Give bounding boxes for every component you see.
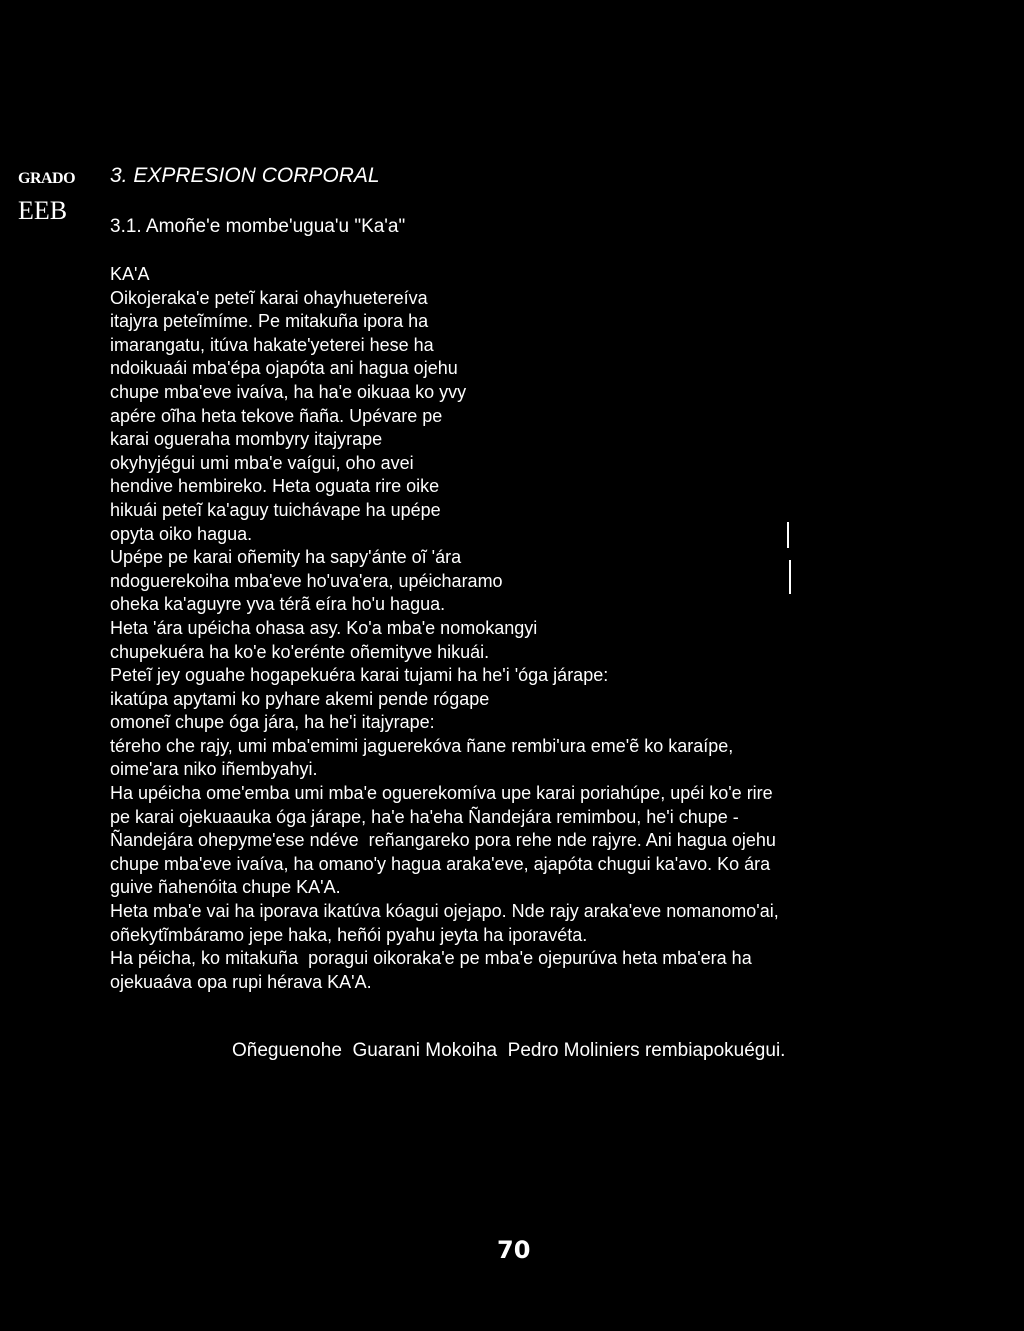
- section-title: 3. EXPRESION CORPORAL: [110, 164, 380, 187]
- text-line: Ñandejára ohepyme'ese ndéve reñangareko pora rehe nde rajyre. Ani hagua ojehu: [110, 830, 776, 851]
- text-line: Peteĩ jey oguahe hogapekuéra karai tujami ha he'i 'óga járape:: [110, 665, 609, 686]
- text-line: chupe mba'eve ivaíva, ha ha'e oikuaa ko yvy: [110, 381, 467, 402]
- story-text: [110, 263, 779, 994]
- text-line: ikatúpa apytami ko pyhare akemi pende rógape: [110, 688, 490, 709]
- text-line: oñekytĩmbáramo jepe haka, heñói pyahu jeyta ha iporavéta.: [110, 924, 588, 945]
- text-line: guive ñahenóita chupe KA'A.: [110, 877, 341, 898]
- source-credit: Oñeguenohe Guarani Mokoiha Pedro Moliniers rembiapokuégui.: [232, 1040, 786, 1061]
- grade-label: GRADO: [18, 170, 76, 187]
- text-line: Ha upéicha ome'emba umi mba'e oguerekomíva upe karai poriahúpe, upéi ko'e rire: [110, 783, 773, 804]
- text-line: chupe mba'eve ivaíva, ha omano'y hagua araka'eve, ajapóta chugui ka'avo. Ko ára: [110, 853, 771, 874]
- text-line: karai ogueraha mombyry itajyrape: [110, 429, 383, 450]
- text-line: Ha péicha, ko mitakuña poragui oikoraka'e pe mba'e ojepurúva heta mba'era ha: [110, 948, 752, 969]
- grade-level: EEB: [18, 196, 68, 225]
- text-line: Heta 'ára upéicha ohasa asy. Ko'a mba'e nomokangyi: [110, 617, 538, 638]
- text-line: apére oĩha heta tekove ñaña. Upévare pe: [110, 405, 443, 426]
- text-line: imarangatu, itúva hakate'yeterei hese ha: [110, 334, 434, 355]
- text-line: Upépe pe karai oñemity ha sapy'ánte oĩ 'ára: [110, 547, 462, 568]
- text-line: téreho che rajy, umi mba'emimi jaguerekóva ñane rembi'ura eme'ẽ ko karaípe,: [110, 735, 734, 756]
- text-line: hikuái peteĩ ka'aguy tuichávape ha upépe: [110, 499, 441, 520]
- text-line: hendive hembireko. Heta oguata rire oike: [110, 476, 440, 497]
- text-line: oime'ara niko iñembyahyi.: [110, 759, 318, 780]
- text-line: pe karai ojekuaauka óga járape, ha'e ha'eha Ñandejára remimbou, he'i chupe -: [110, 806, 739, 827]
- text-line: Heta mba'e vai ha iporava ikatúva kóagui ojejapo. Nde rajy araka'eve nomanomo'ai,: [110, 901, 779, 922]
- text-line: ojekuaáva opa rupi hérava KA'A.: [110, 971, 372, 992]
- text-line: itajyra peteĩmíme. Pe mitakuña ipora ha: [110, 311, 429, 332]
- story-title: KA'A: [110, 264, 150, 284]
- text-line: omoneĩ chupe óga jára, ha he'i itajyrape:: [110, 712, 435, 733]
- text-line: ndoguerekoiha mba'eve ho'uva'era, upéicharamo: [110, 570, 503, 591]
- section-subtitle: 3.1. Amoñe'e mombe'ugua'u "Ka'a": [110, 216, 406, 237]
- text-line: opyta oiko hagua.: [110, 523, 253, 544]
- page-number: 70: [497, 1236, 531, 1264]
- text-line: oheka ka'aguyre yva térã eíra ho'u hagua.: [110, 594, 446, 615]
- text-line: chupekuéra ha ko'e ko'erénte oñemityve hikuái.: [110, 641, 490, 662]
- scan-mark: [787, 522, 789, 548]
- text-line: okyhyjégui umi mba'e vaígui, oho avei: [110, 452, 414, 473]
- scan-mark: [789, 560, 791, 594]
- text-line: ndoikuaái mba'épa ojapóta ani hagua ojehu: [110, 358, 458, 379]
- text-line: Oikojeraka'e peteĩ karai ohayhuetereíva: [110, 287, 428, 308]
